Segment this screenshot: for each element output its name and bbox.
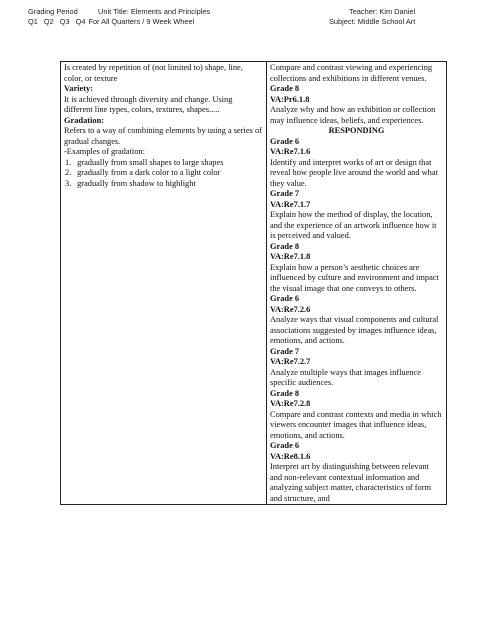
right-column-cell — [267, 62, 447, 505]
standard-text: Interpret art by distinguishing between relevant and non-relevant contextual information and analyzing subject matter, characteristics of form and structure, and — [270, 462, 432, 503]
standard-text: Identify and interpret works of art or design that reveal how people live around the world and what they value. — [270, 157, 438, 188]
gradation-heading: Gradation: — [64, 115, 105, 125]
standard-code: VA:Re7.2.7 — [270, 357, 311, 366]
grade-heading: Grade 8 — [270, 241, 300, 251]
left-column-cell — [61, 62, 267, 505]
standard-text: Compare and contrast contexts and media in which viewers encounter images that influence ideas, emotions, and actions. — [270, 409, 442, 440]
standard-text: Explain how a person’s aesthetic choices are influenced by culture and environment and impact the visual image that one conveys to others. — [270, 262, 439, 293]
examples-list — [64, 158, 263, 190]
quarter-label: Q1 — [28, 17, 38, 26]
standard-text: Analyze ways that visual components and cultural associations suggested by images influence ideas, emotions, and actions. — [270, 315, 439, 345]
pattern-intro: Is created by repetition of (not limited to) shape, line, color, or texture — [64, 63, 243, 83]
list-item: 1. gradually from small shapes to large shapes — [65, 157, 224, 167]
variety-heading: Variety: — [64, 84, 93, 93]
list-item: 2. gradually from a dark color to a light color — [65, 168, 221, 177]
standard-code: VA:Re7.1.8 — [270, 252, 311, 261]
grade-heading: Grade 8 — [270, 84, 300, 93]
standards-table — [60, 61, 447, 505]
quarter-label: Q2 — [43, 17, 54, 26]
quarter-label: Q4 — [75, 17, 86, 26]
unit-title: Unit Title: Elements and Principles — [98, 7, 211, 16]
header-right — [329, 7, 415, 27]
grade-heading: Grade 7 — [270, 346, 300, 356]
gradation-text: Refers to a way of combining elements by using a series of gradual changes. — [64, 126, 262, 146]
grade-heading: Grade 8 — [270, 388, 300, 398]
grade-heading: Grade 7 — [270, 189, 300, 198]
presenting-intro: Compare and contrast viewing and experiencing collections and exhibitions in different venues. — [270, 63, 433, 83]
subject-name: Subject: Middle School Art — [329, 17, 416, 26]
grade-heading: Grade 6 — [270, 441, 300, 450]
quarters-note: For All Quarters / 9 Week Wheel — [88, 17, 195, 26]
standard-code: VA:Re7.2.8 — [270, 399, 311, 408]
grade-heading: Grade 6 — [270, 294, 300, 303]
quarters-row — [28, 17, 210, 27]
variety-text: It is achieved through diversity and change. Using different line types, colors, textures, shapes..... — [64, 94, 233, 114]
standard-code: VA:Re7.1.7 — [270, 199, 311, 209]
grading-period-label: Grading Period — [28, 7, 78, 16]
quarter-label: Q3 — [59, 17, 70, 26]
list-item: 3. gradually from shadow to highlight — [65, 178, 196, 188]
standard-code: VA:Re7.2.6 — [270, 304, 311, 314]
section-heading: RESPONDING — [328, 126, 385, 135]
standard-text: Analyze why and how an exhibition or collection may influence ideas, beliefs, and experiences. — [270, 105, 436, 125]
header-left — [28, 7, 210, 27]
standard-code: VA:Re7.1.6 — [270, 147, 311, 156]
teacher-name: Teacher: Kim Daniel — [349, 7, 416, 16]
standard-text: Explain how the method of display, the location, and the experience of an artwork influence how it is perceived and valued. — [270, 210, 437, 240]
standard-code: VA:Re8.1.6 — [270, 451, 311, 461]
table-row — [61, 62, 447, 505]
standard-code: VA:Pr6.1.8 — [270, 94, 310, 104]
examples-label: -Examples of gradation: — [64, 147, 145, 156]
standard-text: Analyze multiple ways that images influence specific audiences. — [270, 367, 421, 387]
grade-heading: Grade 6 — [270, 136, 300, 146]
